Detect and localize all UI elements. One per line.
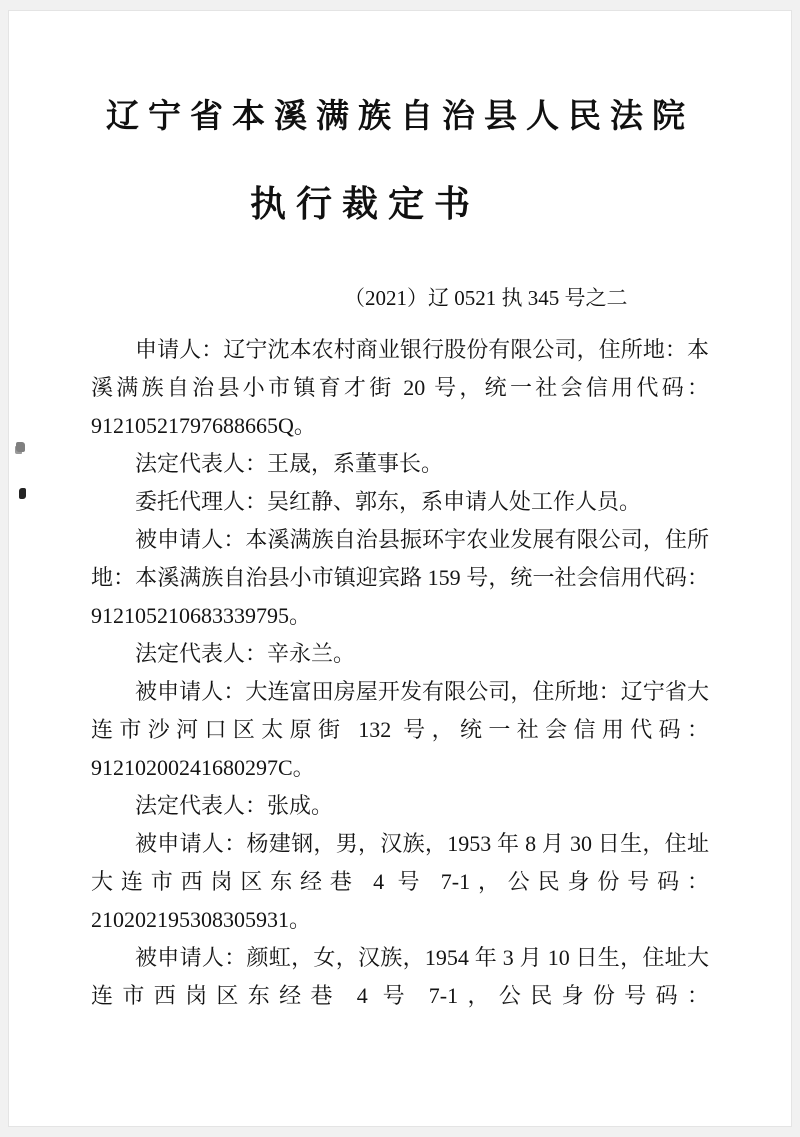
- document-body: [91, 331, 709, 1015]
- paragraph: 法定代表人：张成。: [135, 793, 334, 818]
- paragraph: 被申请人：大连富田房屋开发有限公司，住所地：辽宁省大连市沙河口区太原街 132 号，统一社会信用代码：91210200241680297C。: [91, 679, 709, 780]
- paragraph: 被申请人：颜虹，女，汉族，1954 年 3 月 10 日生，住址大连市西岗区东经巷 4 号 7-1，公民身份号码：: [91, 945, 709, 1008]
- document-page: [8, 10, 792, 1127]
- document-title: 执行裁定书: [249, 184, 480, 224]
- case-number: （2021）辽 0521 执 345 号之二: [344, 286, 628, 310]
- court-name-heading: 辽宁省本溪满族自治县人民法院: [106, 99, 694, 135]
- paragraph: 被申请人：杨建钢，男，汉族，1953 年 8 月 30 日生，住址大连市西岗区东经巷 4 号 7-1，公民身份号码：210202195308305931。: [91, 831, 709, 932]
- paragraph: 法定代表人：辛永兰。: [135, 641, 356, 666]
- scan-speck: [19, 488, 26, 499]
- paragraph: 委托代理人：吴红静、郭东，系申请人处工作人员。: [135, 489, 642, 514]
- paragraph: 法定代表人：王晟，系董事长。: [135, 451, 444, 476]
- scan-speck: [16, 442, 25, 452]
- paragraph: 申请人：辽宁沈本农村商业银行股份有限公司，住所地：本溪满族自治县小市镇育才街 20 号，统一社会信用代码：91210521797688665Q。: [91, 337, 709, 438]
- paragraph: 被申请人：本溪满族自治县振环宇农业发展有限公司，住所地：本溪满族自治县小市镇迎宾路 159 号，统一社会信用代码：912105210683339795。: [91, 527, 709, 628]
